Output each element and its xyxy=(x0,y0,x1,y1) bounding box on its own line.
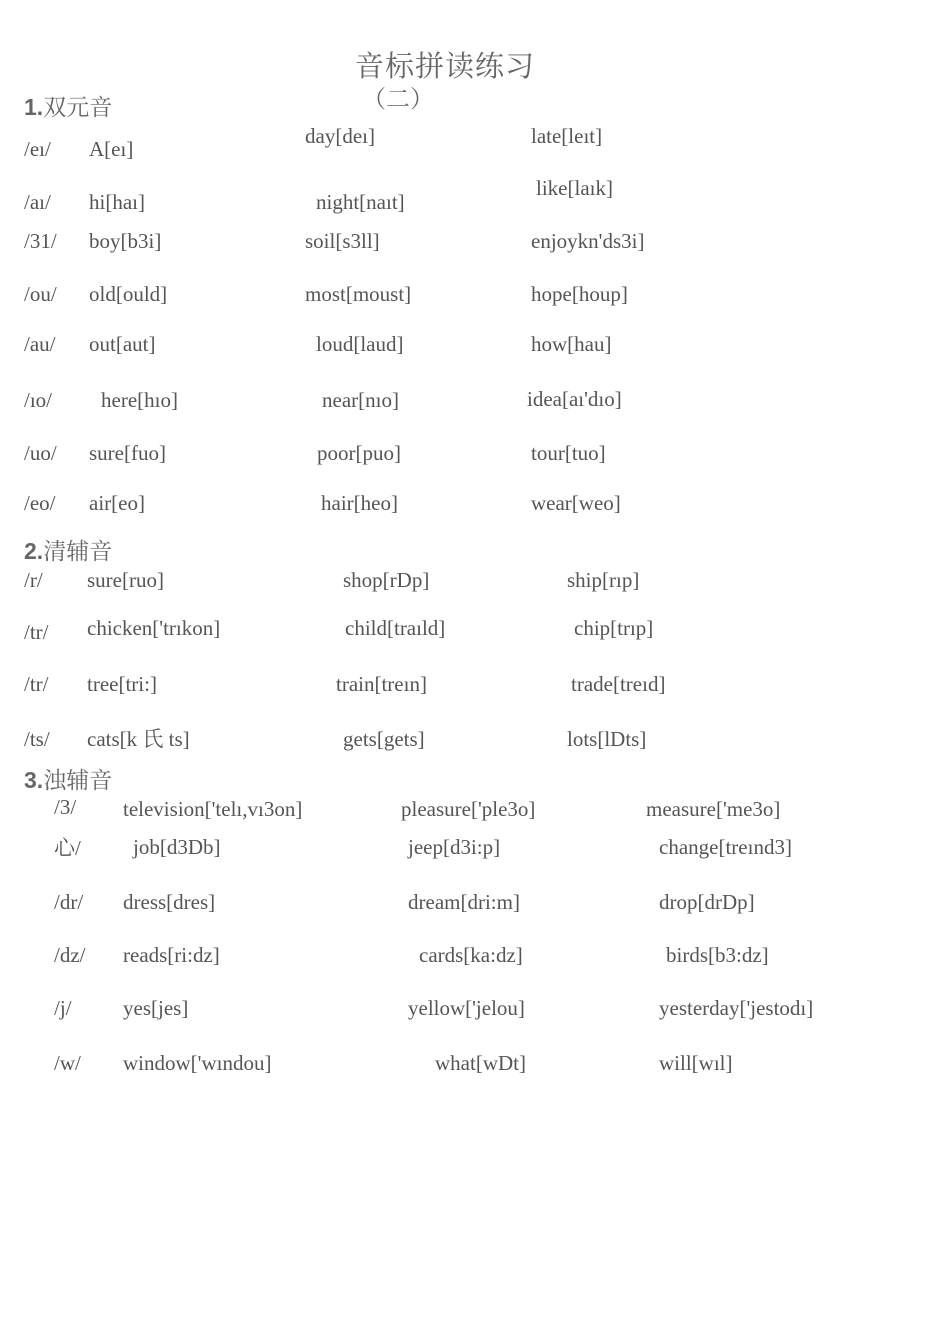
example-word: change[treınd3] xyxy=(659,835,792,859)
example-word: poor[puo] xyxy=(317,441,401,465)
example-word: tour[tuo] xyxy=(531,441,606,465)
section-name: 清辅音 xyxy=(43,539,113,565)
phonetic-symbol: /ou/ xyxy=(24,282,57,306)
example-word: trade[treıd] xyxy=(571,672,666,696)
example-word: idea[aı'dıo] xyxy=(527,387,622,411)
example-word: day[deı] xyxy=(305,124,375,148)
example-word: will[wıl] xyxy=(659,1051,733,1075)
example-word: air[eo] xyxy=(89,491,145,515)
example-word: hope[houp] xyxy=(531,282,628,306)
example-word: how[hau] xyxy=(531,332,612,356)
page-title: 音标拼读练习 xyxy=(355,49,536,83)
example-word: yesterday['jestodı] xyxy=(659,996,814,1020)
example-word: hair[heo] xyxy=(321,491,398,515)
example-word: drop[drDp] xyxy=(659,890,755,914)
section-heading xyxy=(24,96,112,120)
example-word: child[traıld] xyxy=(345,616,446,640)
example-word: cards[ka:dz] xyxy=(419,943,523,967)
example-word: reads[ri:dz] xyxy=(123,943,220,967)
phonetic-symbol: /r/ xyxy=(24,568,43,592)
phonetic-symbol: /uo/ xyxy=(24,441,57,465)
example-word: yellow['jelou] xyxy=(408,996,525,1020)
section-heading xyxy=(24,540,112,564)
example-word: job[d3Db] xyxy=(133,835,221,859)
section-name: 浊辅音 xyxy=(43,768,113,794)
phonetic-symbol: /w/ xyxy=(54,1051,81,1075)
example-word: soil[s3ll] xyxy=(305,229,380,253)
example-word: late[leıt] xyxy=(531,124,603,148)
example-word: train[treın] xyxy=(336,672,427,696)
example-word: old[ould] xyxy=(89,282,168,306)
example-word: A[eı] xyxy=(89,137,134,161)
example-word: here[hıo] xyxy=(101,388,178,412)
example-word: television['telı,vı3on] xyxy=(123,797,303,821)
example-word: out[aut] xyxy=(89,332,156,356)
section-number: 1. xyxy=(24,94,44,120)
example-word: sure[fuo] xyxy=(89,441,166,465)
phonetic-symbol: /dz/ xyxy=(54,943,86,967)
section-heading xyxy=(24,769,112,793)
example-word: gets[gets] xyxy=(343,727,425,751)
example-word: sure[ruo] xyxy=(87,568,164,592)
example-word: dress[dres] xyxy=(123,890,216,914)
phonetic-symbol: /3/ xyxy=(54,795,77,819)
example-word: hi[haı] xyxy=(89,190,145,214)
section-number: 2. xyxy=(24,538,44,564)
phonetic-symbol: 心/ xyxy=(54,836,81,860)
phonetic-symbol: /au/ xyxy=(24,332,56,356)
example-word: yes[jes] xyxy=(123,996,189,1020)
example-word: like[laık] xyxy=(536,176,613,200)
phonetic-symbol: /31/ xyxy=(24,229,57,253)
example-word: wear[weo] xyxy=(531,491,621,515)
section-number: 3. xyxy=(24,767,44,793)
example-word: measure['me3o] xyxy=(646,797,781,821)
example-word: chip[trıp] xyxy=(574,616,654,640)
example-word: ship[rıp] xyxy=(567,568,640,592)
example-word: cats[k 氏 ts] xyxy=(87,727,190,751)
phonetic-symbol: /eı/ xyxy=(24,137,51,161)
example-word: most[moust] xyxy=(305,282,412,306)
example-word: window['wındou] xyxy=(123,1051,272,1075)
example-word: loud[laud] xyxy=(316,332,404,356)
phonetic-symbol: /eo/ xyxy=(24,491,56,515)
phonetic-symbol: /tr/ xyxy=(24,672,49,696)
example-word: lots[lDts] xyxy=(567,727,647,751)
example-word: jeep[d3i:p] xyxy=(408,835,501,859)
example-word: boy[b3i] xyxy=(89,229,162,253)
phonetic-symbol: /j/ xyxy=(54,996,72,1020)
example-word: night[naıt] xyxy=(316,190,405,214)
example-word: pleasure['ple3o] xyxy=(401,797,536,821)
example-word: enjoykn'ds3i] xyxy=(531,229,645,253)
example-word: shop[rDp] xyxy=(343,568,430,592)
example-word: what[wDt] xyxy=(435,1051,526,1075)
example-word: tree[tri:] xyxy=(87,672,157,696)
phonetic-symbol: /ts/ xyxy=(24,727,50,751)
example-word: birds[b3:dz] xyxy=(666,943,769,967)
phonetic-symbol: /aı/ xyxy=(24,190,51,214)
phonetic-symbol: /tr/ xyxy=(24,620,49,644)
page-subtitle: （二） xyxy=(362,85,434,113)
phonetic-symbol: /ıo/ xyxy=(24,388,53,412)
example-word: chicken['trıkon] xyxy=(87,616,221,640)
section-name: 双元音 xyxy=(43,95,113,121)
example-word: near[nıo] xyxy=(322,388,399,412)
phonetic-symbol: /dr/ xyxy=(54,890,84,914)
example-word: dream[dri:m] xyxy=(408,890,520,914)
